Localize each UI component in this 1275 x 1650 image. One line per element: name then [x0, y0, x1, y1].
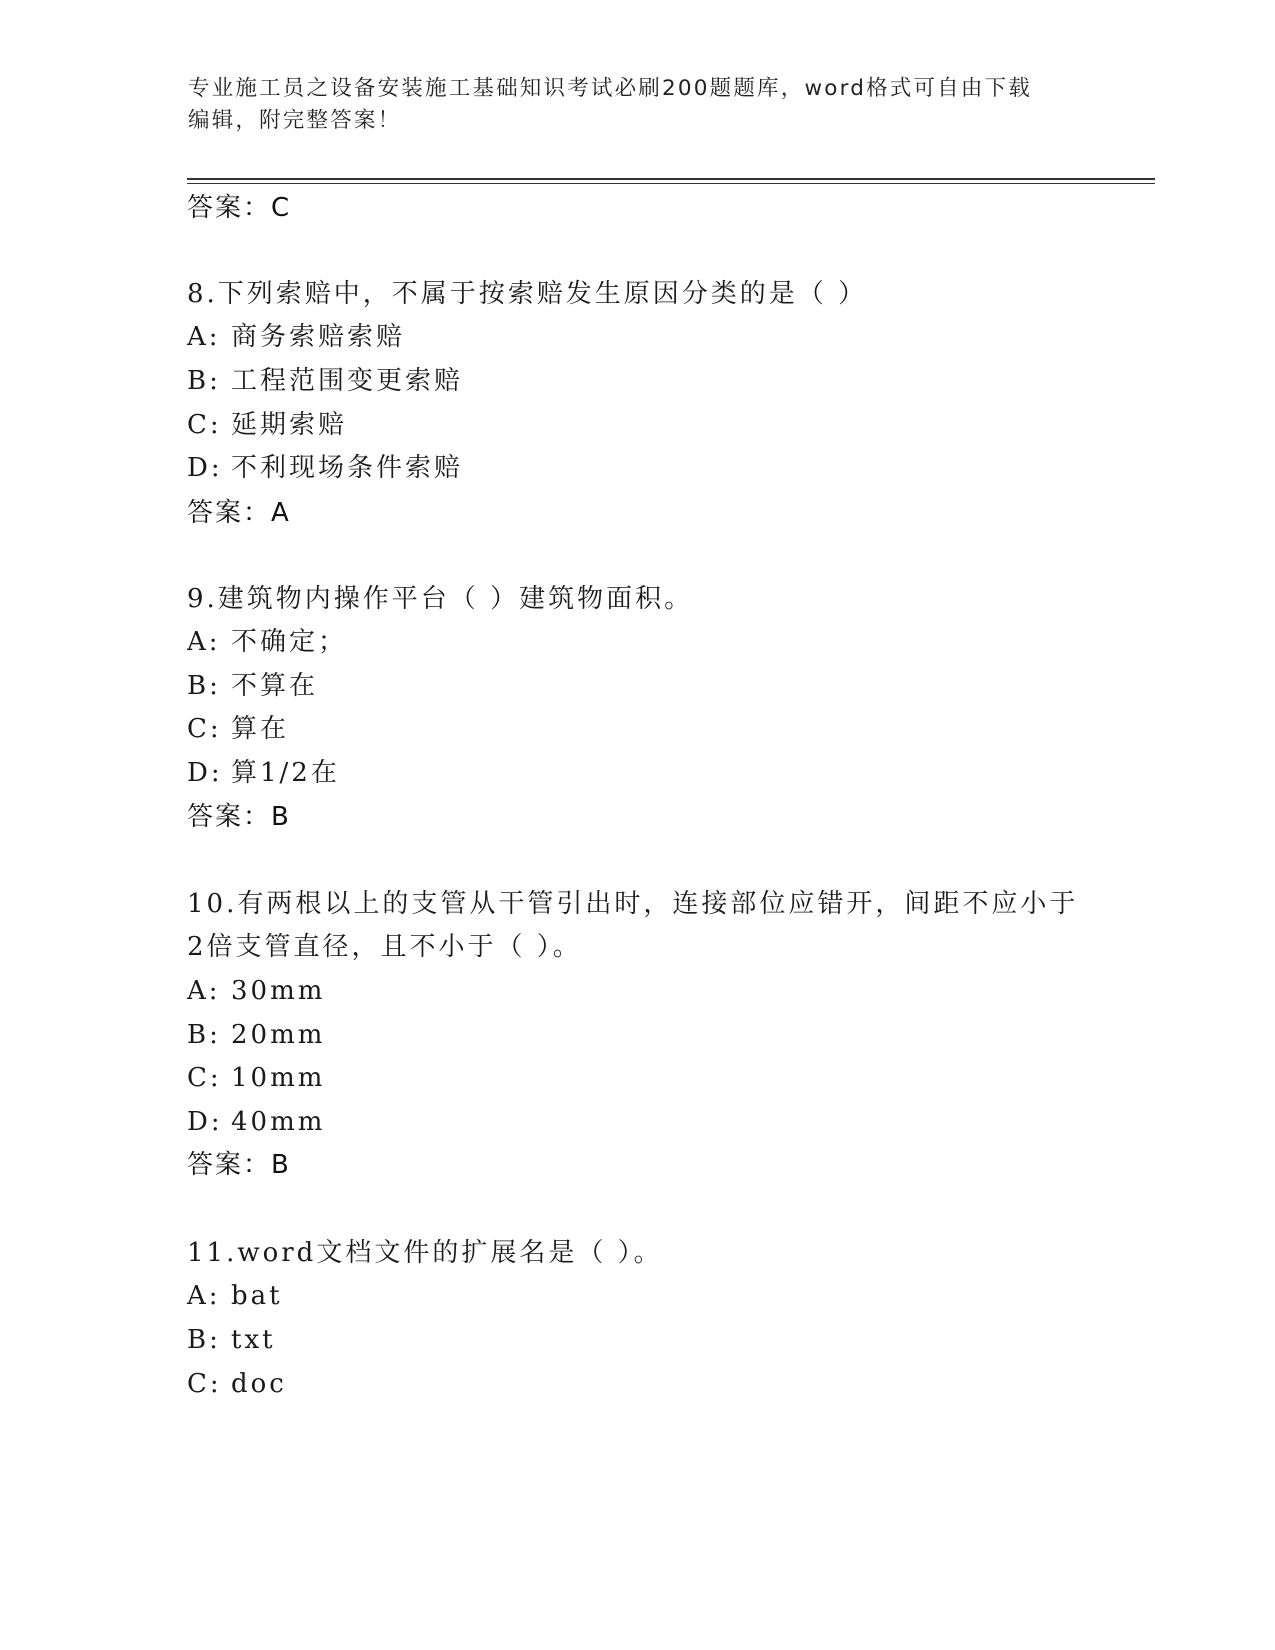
header-divider: [187, 178, 1155, 180]
question-10-answer: 答案：B: [187, 1150, 291, 1180]
option-text: 30mm: [231, 976, 326, 1006]
option-label: A:: [187, 976, 221, 1006]
header-line-1: 专业施工员之设备安装施工基础知识考试必刷200题题库，word格式可自由下载: [188, 76, 1032, 101]
option-label: C:: [187, 1369, 222, 1399]
option-label: C:: [187, 410, 222, 440]
question-9-stem: 9.建筑物内操作平台（ ）建筑物面积。: [187, 584, 694, 614]
question-8-option-a: [187, 320, 405, 354]
document-header: [188, 73, 1088, 137]
option-text: 20mm: [231, 1020, 326, 1050]
option-text: 不算在: [231, 671, 319, 701]
option-text: 算1/2在: [231, 758, 340, 788]
option-text: bat: [231, 1281, 283, 1311]
previous-answer: 答案：C: [187, 193, 292, 223]
question-11-stem: 11.word文档文件的扩展名是（ ）。: [187, 1238, 663, 1268]
option-text: 延期索赔: [231, 410, 348, 440]
question-9-option-d: [187, 756, 340, 790]
option-label: A:: [187, 627, 221, 657]
question-9-option-a: [187, 625, 347, 659]
option-text: 40mm: [231, 1107, 326, 1137]
question-9-option-b: [187, 669, 318, 703]
question-10-option-c: [187, 1061, 325, 1095]
option-label: A:: [187, 322, 221, 352]
option-label: D:: [187, 1107, 223, 1137]
option-label: D:: [187, 758, 223, 788]
option-text: 商务索赔索赔: [231, 322, 406, 352]
option-text: 不确定；: [231, 627, 348, 657]
question-8-stem: 8.下列索赔中，不属于按索赔发生原因分类的是（ ）: [187, 279, 868, 309]
question-8-option-c: [187, 408, 347, 442]
option-label: C:: [187, 1063, 222, 1093]
option-text: 算在: [231, 714, 290, 744]
option-text: 10mm: [231, 1063, 326, 1093]
option-label: A:: [187, 1281, 221, 1311]
question-8-option-d: [187, 451, 463, 485]
option-text: txt: [231, 1325, 276, 1355]
option-text: doc: [231, 1369, 287, 1399]
question-10-option-a: [187, 974, 325, 1008]
question-10-option-b: [187, 1018, 325, 1052]
question-11-option-a: [187, 1279, 283, 1313]
option-text: 不利现场条件索赔: [231, 453, 464, 483]
question-8-option-b: [187, 364, 463, 398]
question-10-stem-line-1: 10.有两根以上的支管从干管引出时，连接部位应错开，间距不应小于: [187, 889, 1079, 919]
question-8-answer: 答案：A: [187, 498, 291, 528]
option-label: B:: [187, 366, 221, 396]
question-9-answer: 答案：B: [187, 802, 291, 832]
question-10-stem-line-2: 2倍支管直径，且不小于（ ）。: [187, 932, 582, 962]
question-9-option-c: [187, 712, 289, 746]
option-label: B:: [187, 671, 221, 701]
option-label: D:: [187, 453, 223, 483]
option-text: 工程范围变更索赔: [231, 366, 464, 396]
option-label: B:: [187, 1325, 221, 1355]
question-10-option-d: [187, 1105, 325, 1139]
header-divider-thin: [187, 183, 1155, 184]
option-label: B:: [187, 1020, 221, 1050]
header-line-2: 编辑，附完整答案！: [188, 108, 402, 133]
option-label: C:: [187, 714, 222, 744]
question-11-option-c: [187, 1367, 287, 1401]
question-11-option-b: [187, 1323, 276, 1357]
